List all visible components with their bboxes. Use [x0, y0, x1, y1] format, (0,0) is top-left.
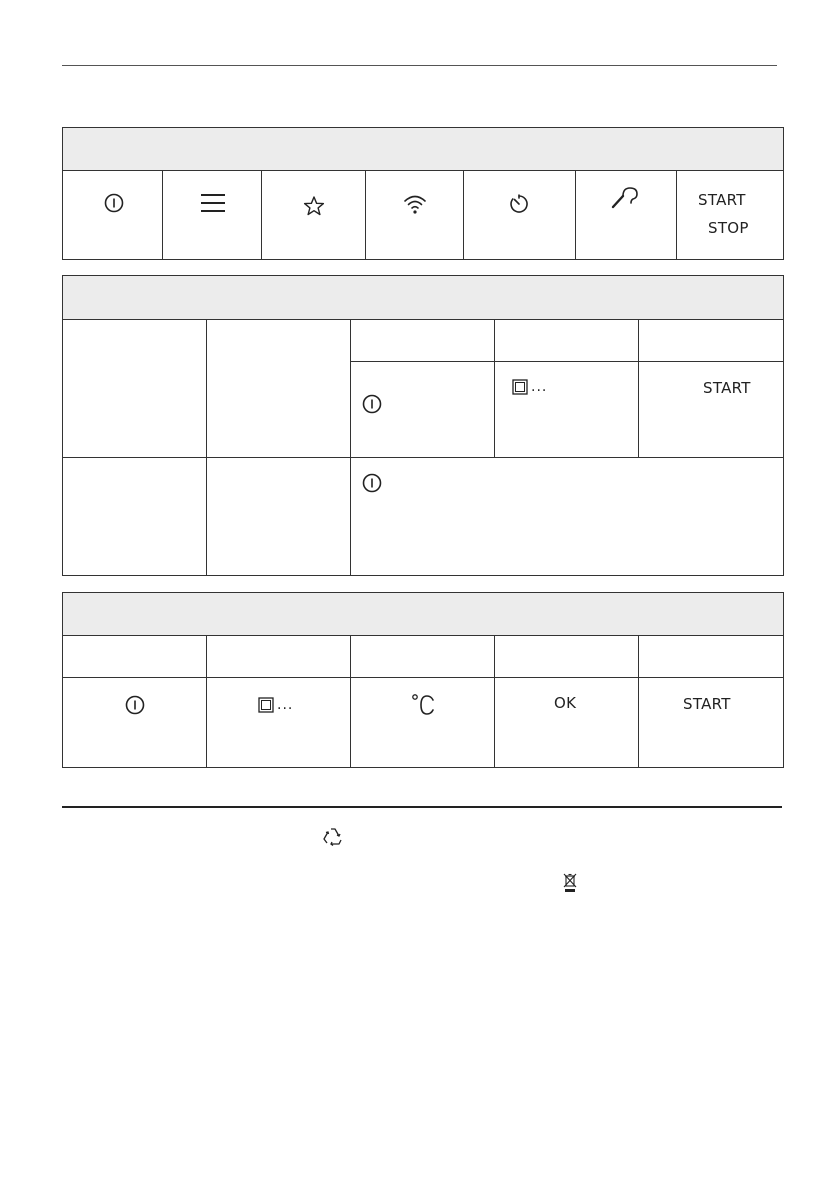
favourite-key-cell: [262, 171, 366, 260]
daily-step-4-cell: [495, 678, 639, 768]
food-probe-icon: [611, 185, 643, 209]
step-header-3: [639, 320, 784, 362]
star-icon: [303, 195, 325, 217]
timer-key-cell: [464, 171, 576, 260]
power-icon: [361, 472, 383, 494]
procedure-row1-col2: [207, 320, 351, 458]
daily-step-3-cell: [351, 678, 495, 768]
menu-key-cell: [163, 171, 262, 260]
procedure-table: [62, 275, 784, 576]
ok-label: OK: [554, 694, 577, 712]
power-icon: [124, 694, 146, 716]
step-header-2: [495, 320, 639, 362]
procedure-header: [63, 276, 784, 320]
wifi-key-cell: [366, 171, 464, 260]
environment-section-rule: [62, 806, 782, 808]
procedure-row1-col1: [63, 320, 207, 458]
daily-step-header-5: [639, 636, 784, 678]
procedure-row2-col2: [207, 458, 351, 576]
power-icon: [361, 393, 383, 415]
start-label: START: [698, 191, 746, 209]
start-stop-key-cell: [677, 171, 784, 260]
oven-function-icon: [512, 379, 528, 395]
celsius-icon: [411, 693, 437, 717]
daily-step-1-cell: [63, 678, 207, 768]
daily-step-header-3: [351, 636, 495, 678]
daily-use-header: [63, 593, 784, 636]
daily-step-header-1: [63, 636, 207, 678]
procedure-row2-col1: [63, 458, 207, 576]
stop-label: STOP: [708, 219, 749, 237]
crossed-out-bin-icon: [562, 872, 578, 894]
menu-icon: [200, 192, 226, 214]
daily-step-header-2: [207, 636, 351, 678]
ellipsis: ...: [531, 379, 548, 395]
procedure-row2-instruction: [351, 458, 784, 576]
daily-step-header-4: [495, 636, 639, 678]
power-key-cell: [63, 171, 163, 260]
power-icon: [103, 192, 125, 214]
daily-step-5-cell: [639, 678, 784, 768]
control-panel-table: [62, 127, 784, 260]
food-probe-key-cell: [576, 171, 677, 260]
start-label: START: [703, 379, 751, 397]
timer-icon: [508, 193, 530, 215]
step-2-cell: [495, 362, 639, 458]
wifi-icon: [403, 193, 427, 215]
step-header-1: [351, 320, 495, 362]
oven-function-icon: [258, 697, 274, 713]
daily-use-table: [62, 592, 784, 768]
ellipsis: ...: [277, 697, 294, 713]
start-label: START: [683, 695, 731, 713]
step-3-cell: [639, 362, 784, 458]
recycle-icon: [321, 826, 345, 848]
step-1-cell: [351, 362, 495, 458]
daily-step-2-cell: [207, 678, 351, 768]
control-panel-header: [63, 128, 784, 171]
header-rule: [62, 65, 777, 66]
